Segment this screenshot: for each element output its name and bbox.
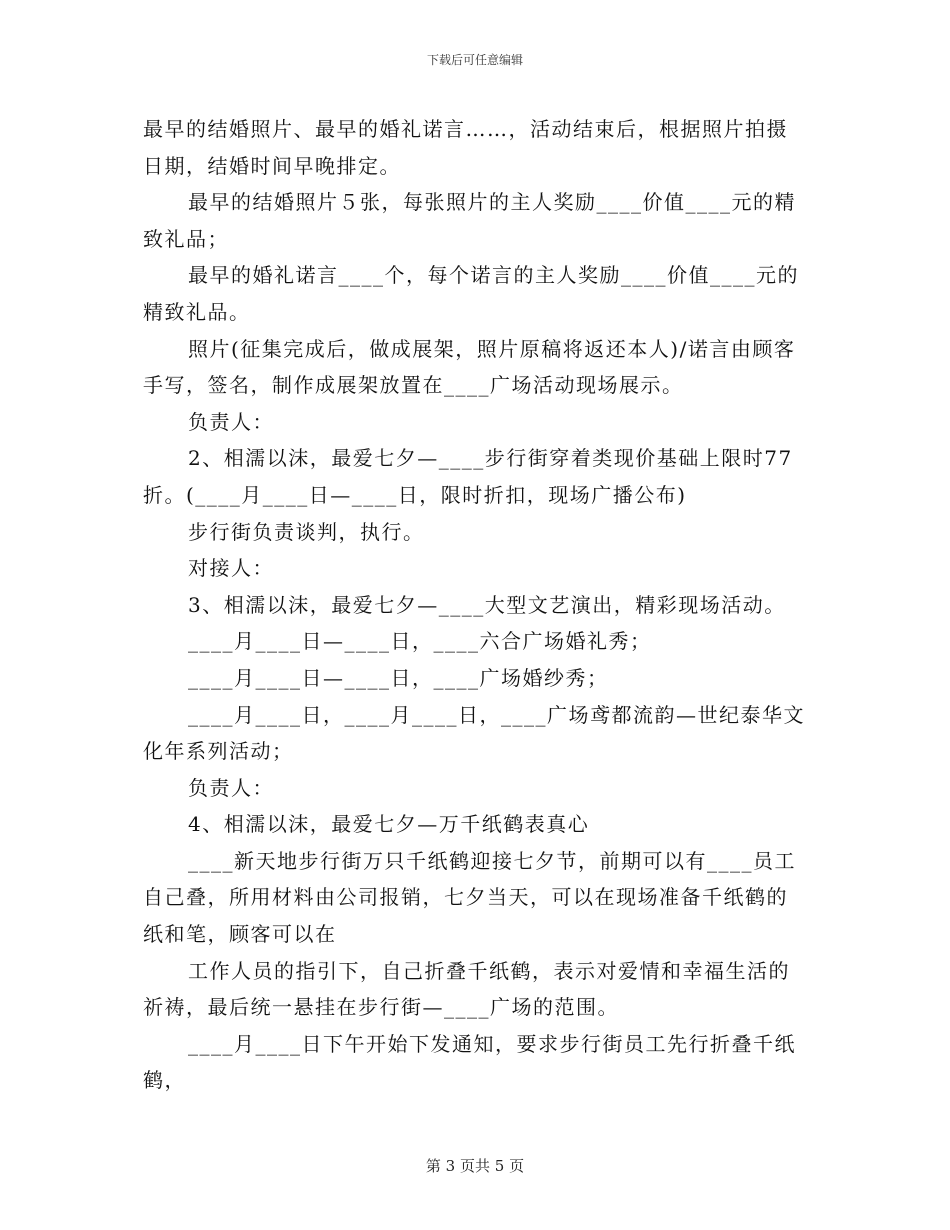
section-heading: 2、相濡以沫，最爱七夕—____步行街穿着类现价基础上限时77 xyxy=(188,446,793,471)
text-line: 祈祷，最后统一悬挂在步行街—____广场的范围。 xyxy=(143,995,619,1020)
text-line: 最早的结婚照片５张，每张照片的主人奖励____价值____元的精 xyxy=(188,190,796,215)
text-line: 鹤， xyxy=(143,1068,186,1093)
text-line: ____月____日，____月____日，____广场鸢都流韵—世纪泰华文 xyxy=(188,702,805,727)
text-line: 工作人员的指引下，自己折叠千纸鹤，表示对爱情和幸福生活的 xyxy=(188,958,790,983)
text-line: ____月____日—____日，____广场婚纱秀； xyxy=(188,665,609,690)
text-line: 负责人： xyxy=(188,775,274,800)
text-line: 精致礼品。 xyxy=(143,299,251,324)
document-body xyxy=(143,111,811,1099)
text-line: 折。(____月____日—____日，限时折扣，现场广播公布) xyxy=(143,482,687,507)
text-line: 化年系列活动； xyxy=(143,739,294,764)
text-line: ____月____日—____日，____六合广场婚礼秀； xyxy=(188,629,652,654)
text-line: 对接人： xyxy=(188,556,274,581)
text-line: ____月____日下午开始下发通知，要求步行街员工先行折叠千纸 xyxy=(188,1031,796,1056)
text-line: 照片(征集完成后，做成展架，照片原稿将返还本人)/诺言由顾客 xyxy=(188,336,796,361)
page-footer: 第 3 页共 5 页 xyxy=(425,1157,525,1175)
section-heading: 4、相濡以沫，最爱七夕—万千纸鹤表真心 xyxy=(188,812,590,837)
section-heading: 3、相濡以沫，最爱七夕—____大型文艺演出，精彩现场活动。 xyxy=(188,592,786,617)
text-line: 日期，结婚时间早晚排定。 xyxy=(143,153,401,178)
text-line: 最早的婚礼诺言____个，每个诺言的主人奖励____价值____元的 xyxy=(188,263,799,288)
text-line: 纸和笔，顾客可以在 xyxy=(143,922,337,947)
text-line: 负责人： xyxy=(188,409,274,434)
text-line: 最早的结婚照片、最早的婚礼诺言……，活动结束后，根据照片拍摄 xyxy=(143,117,788,141)
text-line: 致礼品； xyxy=(143,226,229,251)
text-line: 手写，签名，制作成展架放置在____广场活动现场展示。 xyxy=(143,373,684,398)
text-line: ____新天地步行街万只千纸鹤迎接七夕节，前期可以有____员工 xyxy=(188,848,796,873)
text-line: 自己叠，所用材料由公司报销，七夕当天，可以在现场准备千纸鹤的 xyxy=(143,885,788,910)
text-line: 步行街负责谈判，执行。 xyxy=(188,519,425,544)
page-header: 下载后可任意编辑 xyxy=(426,53,523,67)
